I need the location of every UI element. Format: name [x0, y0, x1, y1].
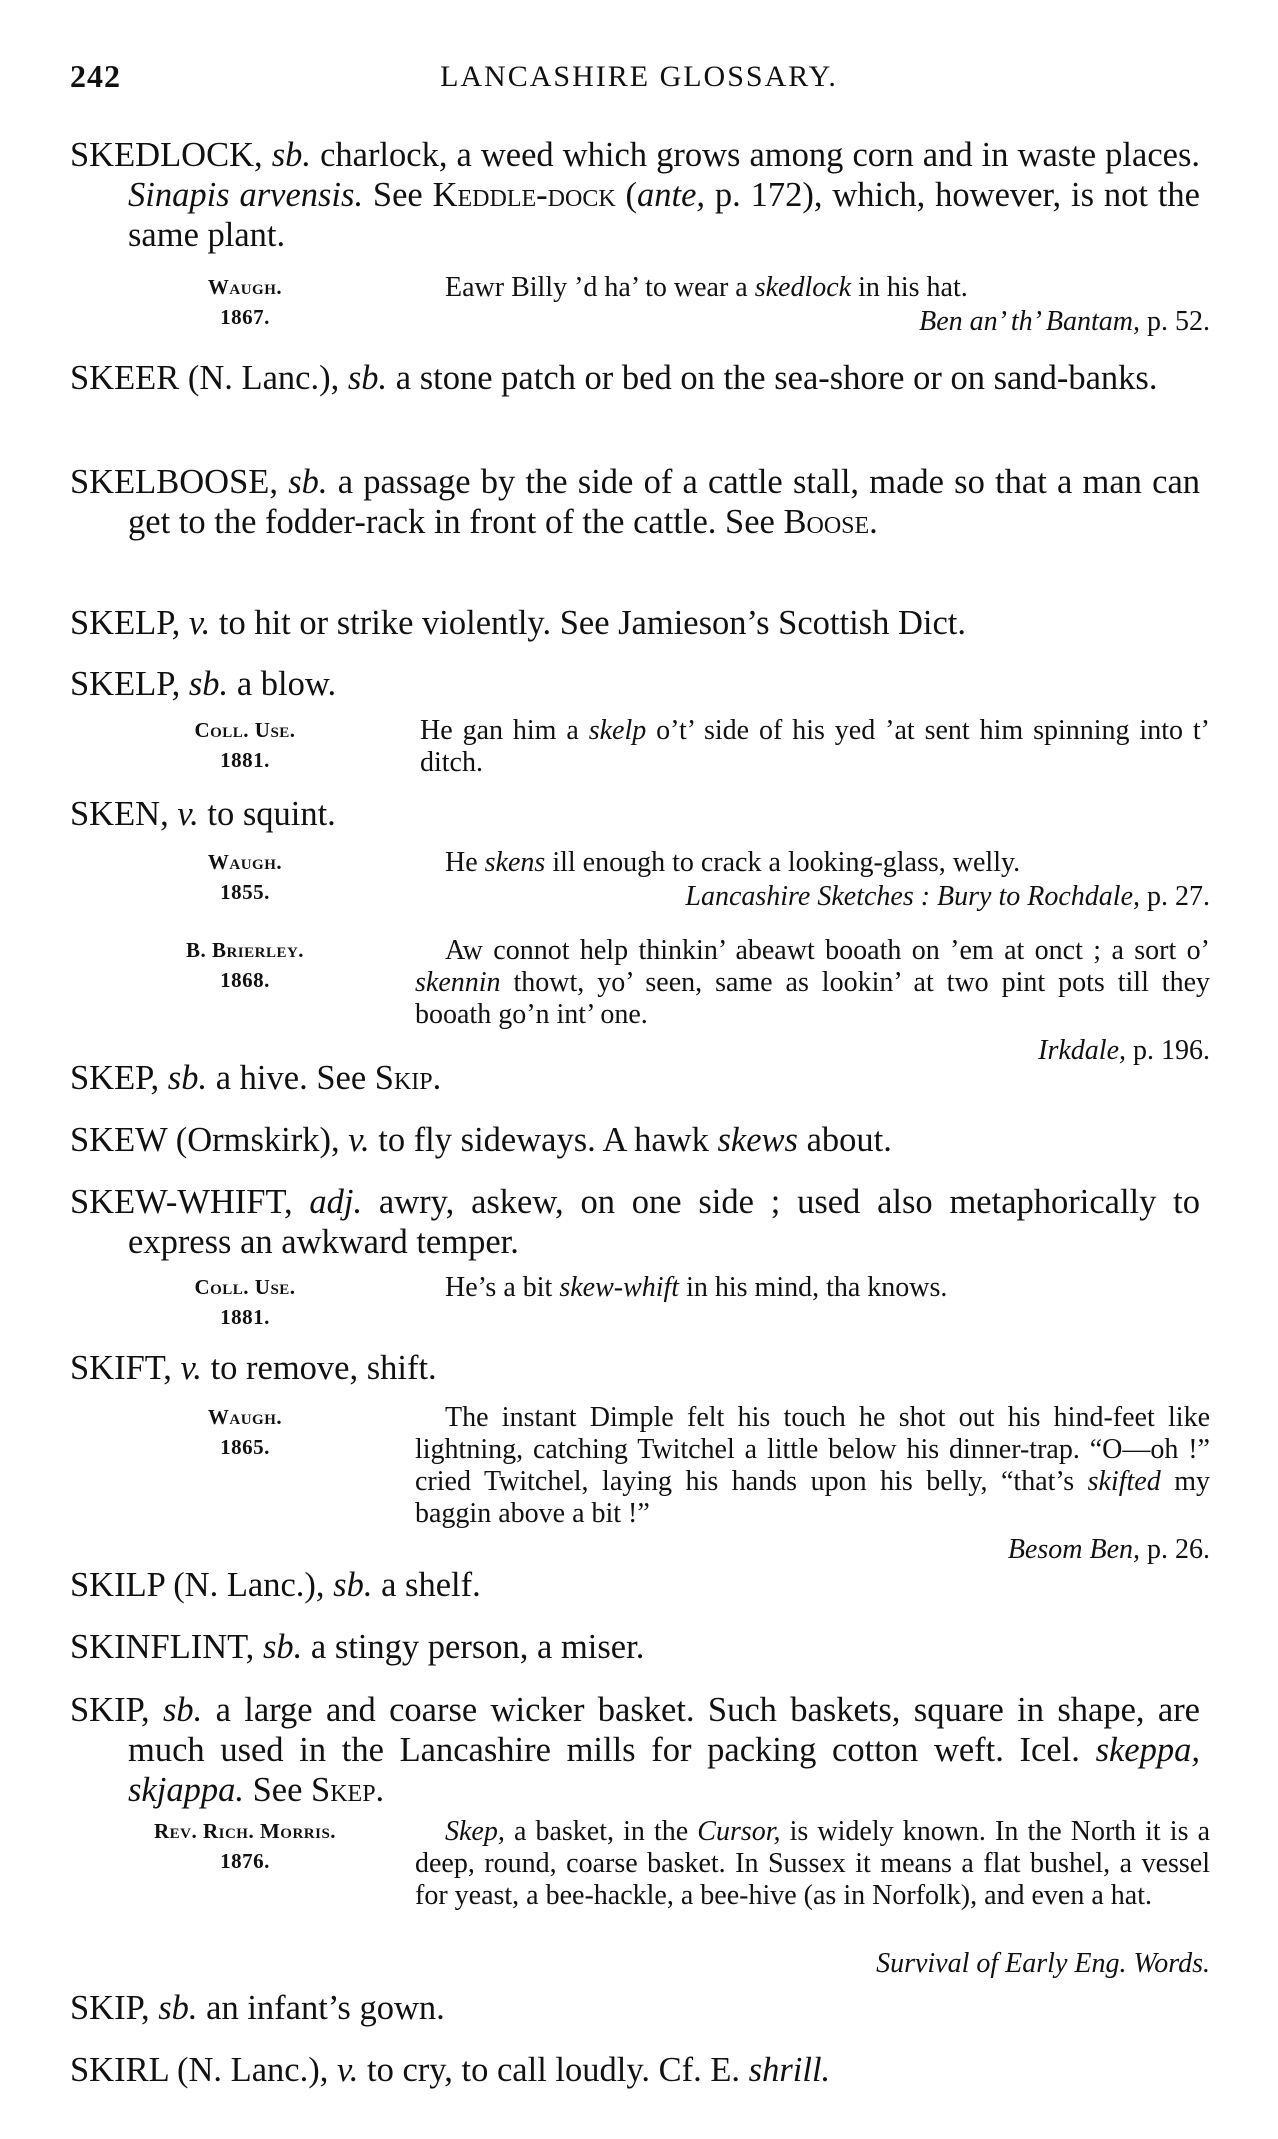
- citation-year: 1865.: [220, 1435, 270, 1459]
- definition-text: to remove, shift.: [201, 1349, 437, 1387]
- citation-year: 1868.: [220, 968, 270, 992]
- citation-waugh-1865: [150, 1402, 1211, 1565]
- part-of-speech: sb.: [167, 1059, 208, 1097]
- citation-quote: [415, 935, 1210, 1031]
- author-name: Waugh.: [207, 850, 283, 874]
- definition-text: an infant’s gown.: [197, 1989, 445, 2027]
- cross-reference: Boose.: [783, 503, 878, 541]
- author-name: Waugh.: [207, 1405, 283, 1429]
- definition-text: a large and coarse wicker basket. Such baskets, square in shape, are much used in the Lancashire mills for packing cotton weft. Icel.: [128, 1691, 1200, 1769]
- quote-emphasis: skelp: [588, 715, 647, 746]
- part-of-speech: sb.: [333, 1566, 373, 1604]
- headword: SKEDLOCK,: [70, 136, 263, 174]
- headword: SKELP,: [70, 604, 181, 642]
- citation-year: 1867.: [220, 305, 270, 329]
- definition-text: to hit or strike violently. See Jamieson’s Scottish Dict.: [210, 604, 966, 642]
- definition-text: See: [243, 1771, 312, 1809]
- headword: SKIP,: [70, 1691, 150, 1729]
- quote-emphasis: Cursor,: [697, 1816, 781, 1847]
- definition-text: a stingy person, a miser.: [302, 1628, 645, 1666]
- headword: SKELBOOSE,: [70, 463, 278, 501]
- entry-skelboose: [70, 462, 1200, 542]
- definition-text: a hive. See: [207, 1059, 375, 1097]
- citation-source: [685, 881, 1210, 913]
- author-name: Coll. Use.: [194, 718, 296, 742]
- headword: SKEER (N. Lanc.),: [70, 359, 340, 397]
- quote-emphasis: skennin: [415, 967, 501, 998]
- citation-author: [150, 935, 340, 995]
- part-of-speech: v.: [177, 795, 199, 833]
- definition-text: See: [363, 176, 433, 214]
- headword: SKEN,: [70, 795, 169, 833]
- headword: SKELP,: [70, 665, 181, 703]
- definition-text: awry, askew, on one side ; used also metaphorically to express an awkward temper.: [128, 1183, 1200, 1261]
- source-title: Ben an’ th’ Bantam,: [919, 306, 1140, 337]
- definition-text: to cry, to call loudly. Cf. E.: [358, 2051, 749, 2089]
- author-name: Coll. Use.: [194, 1275, 296, 1299]
- part-of-speech: v.: [348, 1121, 370, 1159]
- headword: SKEP,: [70, 1059, 160, 1097]
- quote-text: thowt, yo’ seen, same as lookin’ at two pint pots till they booath go’n int’ one.: [415, 967, 1210, 1030]
- definition-text: to squint.: [198, 795, 336, 833]
- definition-text: (: [615, 176, 638, 214]
- entry-sken: [70, 794, 1200, 834]
- quote-text: in his mind, tha knows.: [679, 1272, 948, 1303]
- cross-reference: Skep.: [311, 1771, 385, 1809]
- source-title: Lancashire Sketches : Bury to Rochdale,: [685, 881, 1140, 912]
- page-number: 242: [70, 58, 121, 94]
- author-name: B. Brierley.: [185, 938, 305, 962]
- quote-text: He: [445, 847, 485, 878]
- quote-text: Aw connot help thinkin’ abeawt booath on ’em at onct ; a sort o’: [445, 935, 1210, 966]
- definition-text: p. 172), which, however, is not the same plant.: [128, 176, 1200, 254]
- quote-text: The instant Dimple felt his touch he shot out his hind-feet like lightning, catching Twitchel a little below his dinner-trap. “O—oh !” cried Twitchel, laying his hands upon his belly, “that’s: [415, 1402, 1210, 1497]
- citation-author: [150, 715, 340, 775]
- citation-year: 1881.: [220, 1305, 270, 1329]
- entry-skinflint: [70, 1627, 1200, 1667]
- entry-skew: [70, 1120, 1200, 1160]
- entry-skelp-noun: [70, 664, 1200, 704]
- headword: SKEW (Ormskirk),: [70, 1121, 340, 1159]
- definition-text: about.: [797, 1121, 892, 1159]
- citation-author: [150, 272, 340, 332]
- quote-text: He’s a bit: [445, 1272, 560, 1303]
- headword: SKEW-WHIFT,: [70, 1183, 293, 1221]
- latin-name: Sinapis arvensis.: [128, 176, 364, 214]
- quote-emphasis: Skep,: [445, 1816, 505, 1847]
- quote-emphasis: skew-whift: [559, 1272, 680, 1303]
- entry-skelp-verb: [70, 603, 1200, 643]
- cross-reference: Keddle-dock: [432, 176, 616, 214]
- source-title: Besom Ben,: [1007, 1534, 1140, 1565]
- part-of-speech: v.: [337, 2051, 359, 2089]
- citation-waugh-1855: [150, 847, 1210, 912]
- citation-quote: [420, 715, 1210, 779]
- quote-emphasis: skens: [484, 847, 546, 878]
- definition-text: a blow.: [228, 665, 337, 703]
- author-name: Waugh.: [207, 275, 283, 299]
- citation-source: [1008, 1534, 1210, 1566]
- definition-text: charlock, a weed which grows among corn and in waste places.: [311, 136, 1201, 174]
- citation-coll-use-1881: [150, 715, 1211, 778]
- definition-italic: skeppa, skjappa.: [128, 1731, 1200, 1809]
- citation-source: [919, 306, 1210, 338]
- source-page: p. 52.: [1140, 306, 1210, 337]
- citation-quote: [415, 1816, 1210, 1912]
- part-of-speech: v.: [180, 1349, 202, 1387]
- entry-skilp: [70, 1565, 1200, 1605]
- headword: SKILP (N. Lanc.),: [70, 1566, 325, 1604]
- citation-coll-use-1881-b: [150, 1272, 1210, 1332]
- entry-skedlock: [70, 135, 1200, 255]
- source-page: p. 196.: [1126, 1035, 1210, 1066]
- definition-italic: shrill.: [748, 2051, 831, 2089]
- citation-author: [130, 1816, 360, 1876]
- definition-italic: skews: [717, 1121, 798, 1159]
- quote-text: a basket, in the: [504, 1816, 698, 1847]
- part-of-speech: sb.: [288, 463, 328, 501]
- running-title: LANCASHIRE GLOSSARY.: [440, 60, 838, 93]
- quote-text: in his hat.: [851, 272, 968, 303]
- quote-text: o’t’ side of his yed ’at sent him spinning into t’ ditch.: [420, 715, 1211, 778]
- headword: SKINFLINT,: [70, 1628, 255, 1666]
- headword: SKIP,: [70, 1989, 150, 2027]
- citation-brierley-1868: [150, 935, 1210, 1066]
- citation-author: [150, 1402, 340, 1462]
- quote-text: is widely known. In the North it is a deep, round, coarse basket. In Sussex it means a flat bushel, a vessel for yeast, a bee-hackle, a bee-hive (as in Norfolk), and even a hat.: [415, 1816, 1211, 1911]
- citation-quote: [415, 847, 1210, 879]
- source-page: p. 27.: [1140, 881, 1210, 912]
- entry-skep: [70, 1058, 1200, 1098]
- definition-text: to fly sideways. A hawk: [369, 1121, 718, 1159]
- quote-emphasis: skifted: [1087, 1466, 1161, 1497]
- author-name: Rev. Rich. Morris.: [153, 1819, 337, 1843]
- quote-emphasis: skedlock: [754, 272, 852, 303]
- cross-reference: Skip.: [374, 1059, 442, 1097]
- entry-skift: [70, 1348, 1200, 1388]
- citation-quote: [415, 1272, 1210, 1304]
- entry-skeer: [70, 358, 1200, 398]
- definition-text: a passage by the side of a cattle stall, made so that a man can get to the fodder-rack in front of the cattle. See: [128, 463, 1201, 541]
- quote-text: my baggin above a bit !”: [415, 1466, 1211, 1529]
- page-header: [70, 58, 1208, 98]
- citation-year: 1876.: [220, 1849, 270, 1873]
- source-title: Survival of Early Eng. Words.: [876, 1948, 1210, 1979]
- source-title: Irkdale,: [1038, 1035, 1126, 1066]
- part-of-speech: sb.: [271, 136, 312, 174]
- headword: SKIFT,: [70, 1349, 172, 1387]
- citation-source: [876, 1948, 1210, 1980]
- part-of-speech: sb.: [262, 1628, 303, 1666]
- citation-waugh-1867: [150, 272, 1210, 337]
- quote-text: ill enough to crack a looking-glass, welly.: [545, 847, 1021, 878]
- entry-skew-whift: [70, 1182, 1200, 1262]
- definition-text: a shelf.: [372, 1566, 481, 1604]
- entry-skirl: [70, 2050, 1200, 2090]
- citation-morris-1876: [150, 1816, 1211, 1979]
- headword: SKIRL (N. Lanc.),: [70, 2051, 329, 2089]
- citation-author: [150, 1272, 340, 1332]
- part-of-speech: v.: [188, 604, 211, 642]
- entry-skip-basket: [70, 1690, 1200, 1810]
- definition-italic: ante,: [637, 176, 706, 214]
- citation-author: [150, 847, 340, 907]
- citation-year: 1855.: [220, 880, 270, 904]
- citation-quote: [415, 272, 1210, 304]
- quote-text: He gan him a: [420, 715, 589, 746]
- part-of-speech: sb.: [158, 1989, 198, 2027]
- citation-year: 1881.: [220, 748, 270, 772]
- part-of-speech: sb.: [162, 1691, 203, 1729]
- definition-text: a stone patch or bed on the sea-shore or on sand-banks.: [387, 359, 1158, 397]
- source-page: p. 26.: [1140, 1534, 1210, 1565]
- entry-skip-gown: [70, 1988, 1200, 2028]
- quote-text: Eawr Billy ’d ha’ to wear a: [445, 272, 755, 303]
- part-of-speech: sb.: [188, 665, 229, 703]
- citation-quote: [415, 1402, 1210, 1530]
- part-of-speech: sb.: [347, 359, 388, 397]
- part-of-speech: adj.: [309, 1183, 363, 1221]
